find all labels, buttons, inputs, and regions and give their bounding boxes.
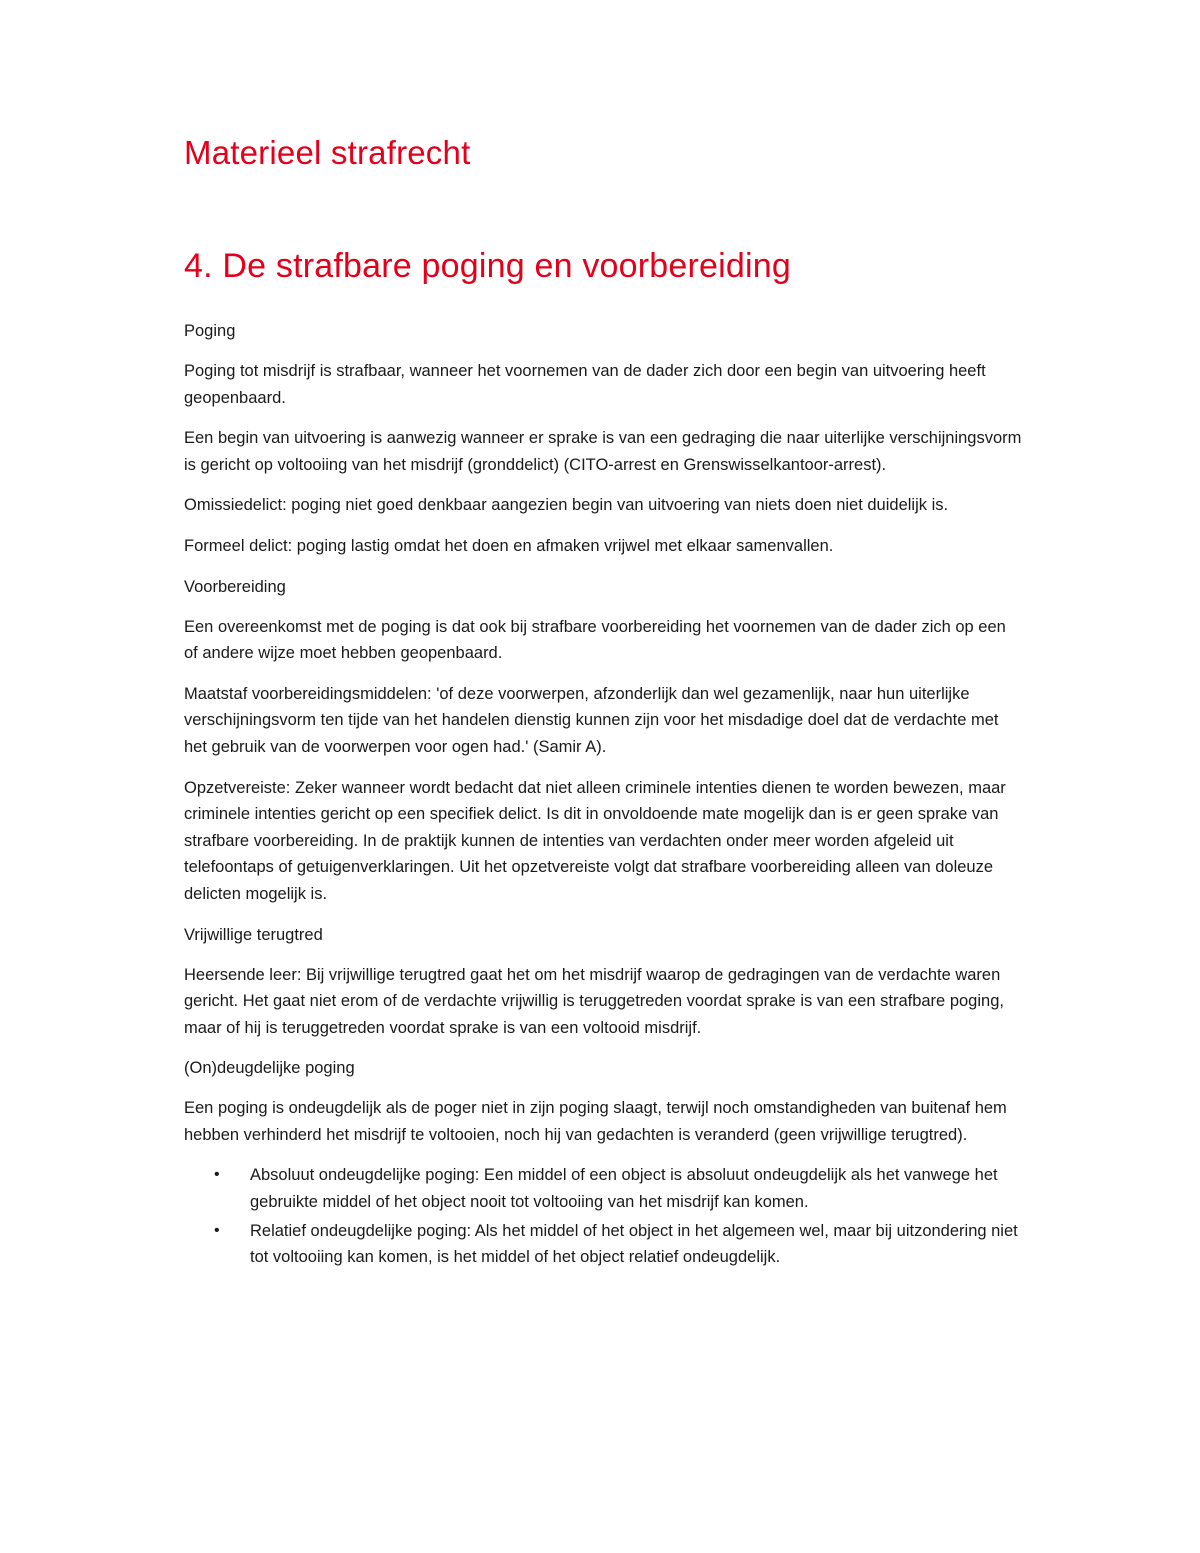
paragraph: Een begin van uitvoering is aanwezig wanneer er sprake is van een gedraging die naar uiterlijke verschijningsvorm is gericht op voltooiing van het misdrijf (gronddelict) (CITO-arrest en Grenswisselkantoor-arrest).	[184, 429, 1022, 474]
bullet-list	[184, 1162, 1024, 1270]
chapter-heading: 4. De strafbare poging en voorbereiding	[184, 247, 791, 285]
section-heading-voorbereiding: Voorbereiding	[184, 577, 286, 596]
paragraph: Formeel delict: poging lastig omdat het doen en afmaken vrijwel met elkaar samenvallen.	[184, 536, 834, 555]
section-heading-poging: Poging	[184, 322, 236, 340]
document-body	[184, 318, 1024, 1273]
paragraph: Omissiedelict: poging niet goed denkbaar aangezien begin van uitvoering van niets doen niet duidelijk is.	[184, 496, 949, 515]
paragraph: Een poging is ondeugdelijk als de poger niet in zijn poging slaagt, terwijl noch omstandigheden van buitenaf hem hebben verhinderd het misdrijf te voltooien, noch hij van gedachten is veranderd (geen vrijwillige terugtred).	[184, 1099, 1007, 1144]
list-item-text: Absoluut ondeugdelijke poging: Een middel of een object is absoluut ondeugdelijk als het vanwege het gebruikte middel of het object nooit tot voltooiing van het misdrijf kan komen.	[250, 1166, 998, 1212]
section-heading-terugtred: Vrijwillige terugtred	[184, 925, 323, 944]
list-item	[184, 1162, 1024, 1215]
paragraph: Opzetvereiste: Zeker wanneer wordt bedacht dat niet alleen criminele intenties dienen te worden bewezen, maar criminele intenties gericht op een specifiek delict. Is dit in onvoldoende mate mogelijk dan is er geen sprake van strafbare voorbereiding. In de praktijk kunnen de intenties van verdachten onder meer worden afgeleid uit telefoontaps of getuigenverklaringen. Uit het opzetvereiste volgt dat strafbare voorbereiding alleen van doleuze delicten mogelijk is.	[184, 778, 1006, 903]
paragraph: Heersende leer: Bij vrijwillige terugtred gaat het om het misdrijf waarop de gedragingen van de verdachte waren gericht. Het gaat niet erom of de verdachte vrijwillig is teruggetreden voordat sprake is van een strafbare poging, maar of hij is teruggetreden voordat sprake is van een voltooid misdrijf.	[184, 965, 1004, 1037]
paragraph: Poging tot misdrijf is strafbaar, wanneer het voornemen van de dader zich door een begin van uitvoering heeft geopenbaard.	[184, 362, 986, 407]
bullet-icon: •	[214, 1166, 220, 1184]
paragraph: Maatstaf voorbereidingsmiddelen: 'of deze voorwerpen, afzonderlijk dan wel gezamenlijk, naar hun uiterlijke verschijningsvorm ten tijde van het handelen dienstig kunnen zijn voor het misdadige doel dat de verdachte met het gebruik van de voorwerpen voor ogen had.' (Samir A).	[184, 684, 999, 756]
list-item-text: Relatief ondeugdelijke poging: Als het middel of het object in het algemeen wel, maar bij uitzondering niet tot voltooiing kan komen, is het middel of het object relatief ondeugdelijk.	[250, 1221, 1018, 1267]
list-item	[184, 1218, 1024, 1271]
paragraph: Een overeenkomst met de poging is dat ook bij strafbare voorbereiding het voornemen van de dader zich op een of andere wijze moet hebben geopenbaard.	[184, 617, 1006, 663]
bullet-icon: •	[214, 1221, 220, 1239]
document-title: Materieel strafrecht	[184, 134, 471, 171]
section-heading-ondeugdelijk: (On)deugdelijke poging	[184, 1059, 355, 1078]
